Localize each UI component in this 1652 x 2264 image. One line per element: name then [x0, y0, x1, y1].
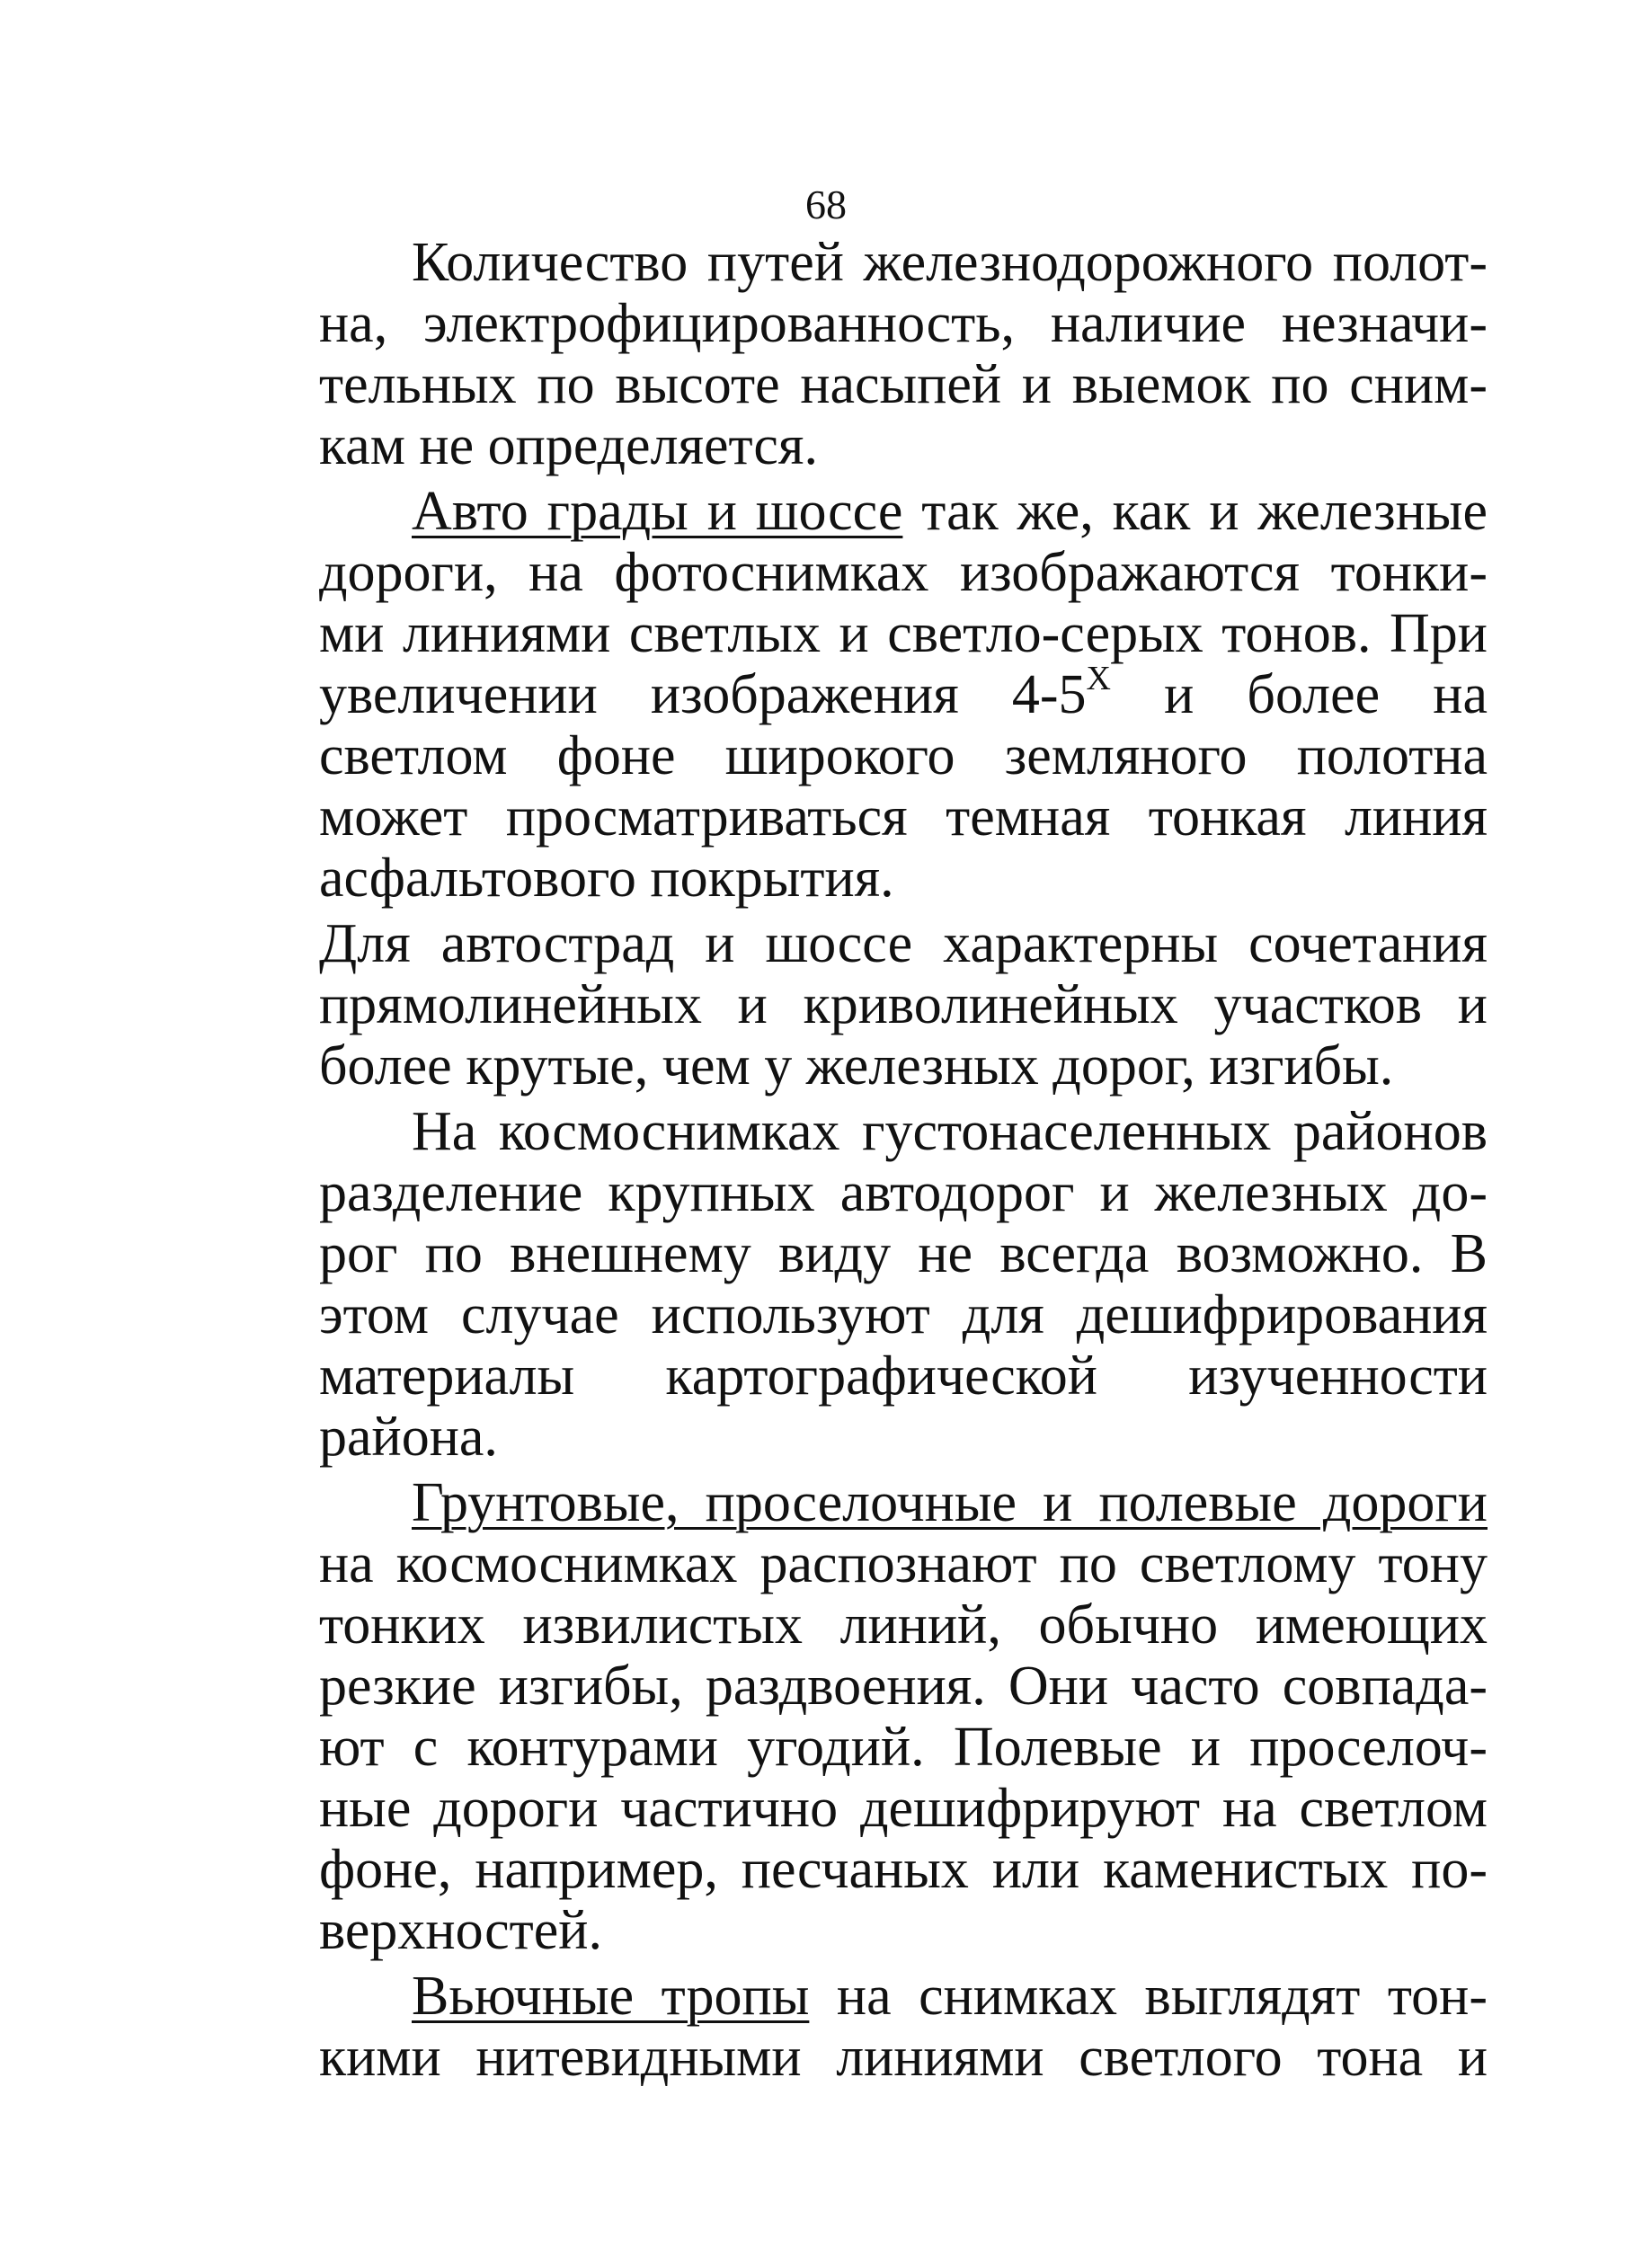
text-line: ми линиями светлых и светло-серых тонов. При	[319, 603, 1488, 664]
text-fragment: так же, как и железные	[902, 481, 1488, 542]
text-line: дороги, на фотоснимках изображаются тонки-	[319, 542, 1488, 603]
text-line: материалы картографической изученности	[319, 1345, 1488, 1407]
text-line: На космоснимках густонаселенных районов	[412, 1101, 1488, 1162]
text-line: разделение крупных автодорог и железных до-	[319, 1162, 1488, 1223]
text-line	[319, 1966, 1488, 2027]
text-line: кам не определяется.	[319, 415, 818, 476]
paragraph-railway-details	[319, 232, 1488, 476]
text-line: Для автострад и шоссе характерны сочетания	[319, 913, 1488, 974]
paragraph-pack-trails	[319, 1966, 1488, 2088]
text-column	[319, 232, 1488, 2088]
term-highways: Авто грады и шоссе	[412, 481, 903, 542]
text-line: асфальтового покрытия.	[319, 848, 894, 909]
text-line	[319, 660, 1488, 725]
text-line: ные дороги частично дешифрируют на светлом	[319, 1778, 1488, 1839]
text-line: фоне, например, песчаных или каменистых по-	[319, 1839, 1488, 1900]
paragraph-populated-areas	[319, 1101, 1488, 1468]
paragraph-autostrada-shape	[319, 913, 1488, 1096]
term-dirt-roads: Грунтовые, проселочные и полевые дороги	[412, 1472, 1488, 1533]
text-line: ют с контурами угодий. Полевые и проселоч-	[319, 1717, 1488, 1778]
text-line: прямолинейных и криволинейных участков и	[319, 974, 1488, 1035]
paragraph-dirt-roads	[319, 1472, 1488, 1961]
paragraph-highways	[319, 481, 1488, 909]
text-fragment: и более на	[1110, 664, 1488, 725]
text-line: тонких извилистых линий, обычно имеющих	[319, 1594, 1488, 1656]
text-line: кими нитевидными линиями светлого тона и	[319, 2027, 1488, 2088]
text-line	[319, 481, 1488, 542]
page-number: 68	[805, 182, 847, 227]
text-line: более крутые, чем у железных дорог, изгибы.	[319, 1035, 1394, 1096]
text-line: на космоснимках распознают по светлому тону	[319, 1533, 1488, 1594]
text-line: на, электрофицированность, наличие незначи-	[319, 293, 1488, 354]
text-line: может просматриваться темная тонкая линия	[319, 786, 1488, 848]
text-fragment: на снимках выглядят тон-	[809, 1966, 1488, 2027]
text-line: резкие изгибы, раздвоения. Они часто совпада-	[319, 1656, 1488, 1717]
magnification-superscript: X	[1086, 660, 1111, 697]
text-line: верхностей.	[319, 1900, 602, 1961]
text-line: тельных по высоте насыпей и выемок по сним-	[319, 354, 1488, 415]
term-pack-trails: Вьючные тропы	[412, 1966, 810, 2027]
text-line: этом случае используют для дешифрирования	[319, 1284, 1488, 1345]
text-line: рог по внешнему виду не всегда возможно. В	[319, 1223, 1488, 1284]
text-line: района.	[319, 1407, 498, 1468]
text-fragment: увеличении изображения 4-5	[319, 664, 1087, 725]
text-line: Количество путей железнодорожного полот-	[412, 232, 1488, 293]
text-line: светлом фоне широкого земляного полотна	[319, 725, 1488, 786]
text-line	[319, 1472, 1488, 1533]
